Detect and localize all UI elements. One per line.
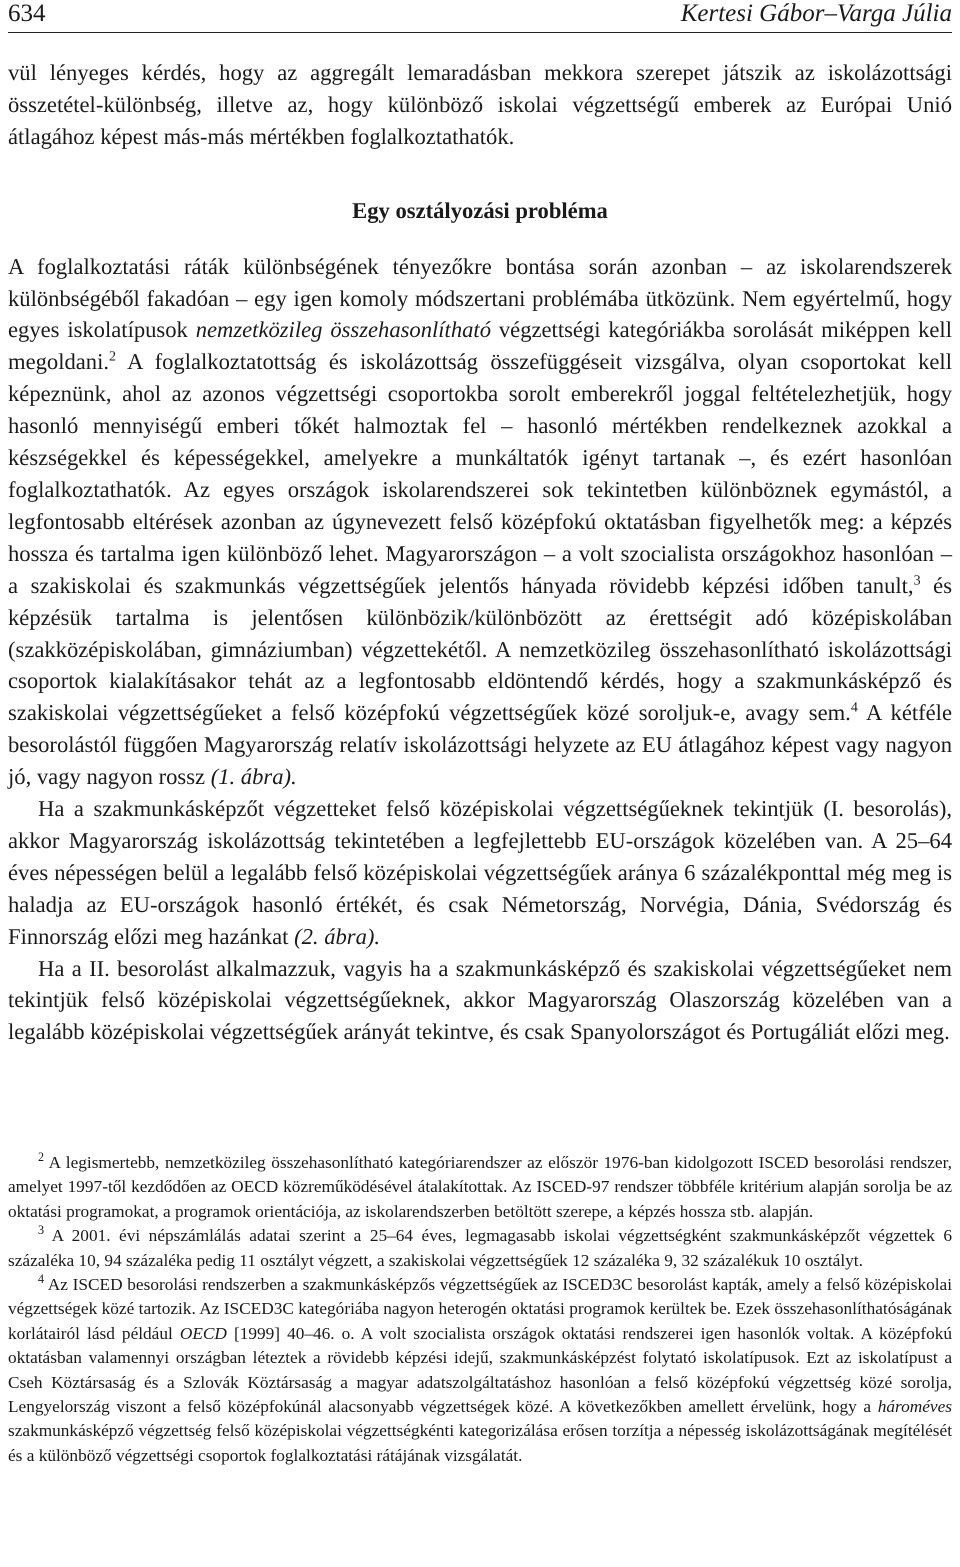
footnote-ref-2[interactable]: 2 (109, 349, 117, 365)
figure-ref-1[interactable]: (1. ábra). (210, 764, 297, 790)
running-title: Kertesi Gábor–Varga Júlia (680, 0, 952, 27)
figure-ref-2[interactable]: (2. ábra). (294, 923, 381, 949)
text-run: Ha a szakmunkásképzőt végzetteket felső középiskolai végzettségűeknek tekintjük (I. besorolás), akkor Magyarország iskolázottság tekintetében a legfejlettebb EU-országok közelében van. A 25–64 éves népességen belül a legalább felső középiskolai végzettségűek aránya 6 százalékponttal még meg is haladja az EU-országok hasonló értékét, és csak Németország, Norvégia, Dánia, Svédország és Finnország előzi meg hazánkat (8, 796, 952, 949)
section-title: Egy osztályozási probléma (352, 197, 608, 223)
paragraph (8, 251, 952, 793)
page-number: 634 (8, 0, 46, 27)
running-header (8, 0, 952, 33)
footnote-text: A 2001. évi népszámlálás adatai szerint a 25–64 éves, legmagasabb iskolai végzettségként szakmunkásképzőt végzettek 6 százaléka 10, 94 százaléka pedig 11 osztályt végzett, a szakiskolai végzettségűek 12 százaléka 9, 32 százalékuk 10 osztályt. (8, 1226, 952, 1270)
footnote-number: 3 (38, 1223, 45, 1238)
paragraph-continued (8, 57, 952, 153)
footnotes (8, 1151, 952, 1468)
footnote-text: [1999] 40–46. o. A volt szocialista országok oktatási rendszerei igen hasonlók voltak. A középfokú oktatásban valamennyi országban léteztek a rövidebb képzési idejű, szakmunkásképzést folytató iskolatípusok. Ezt az iskolatípust a Cseh Köztársaság és a Szlovák Köztársaság a magyar adatszolgáltatáshoz hasonlóan a felső középfokú végzettség közé sorolja, Lengyelország viszont a felső középfokúnál alacsonyabb végzettségek közé. A következőkben amellett érvelünk, hogy a (8, 1323, 952, 1417)
footnote-ref-3[interactable]: 3 (913, 573, 921, 589)
text-run: végzettségi kategóriákba sorolását miképpen kell megoldani. (8, 317, 952, 375)
emphasis: hároméves (877, 1397, 952, 1417)
text-run: A kétféle besorolástól függően Magyarország relatív iskolázottsági helyzete az EU átlagához képest vagy nagyon jó, vagy nagyon rossz (8, 700, 952, 790)
emphasis: nemzetközileg összehasonlítható (195, 317, 491, 343)
paragraph-text: vül lényeges kérdés, hogy az aggregált lemaradásban mekkora szerepet játszik az iskolázottsági összetétel-különbség, illetve az, hogy különböző iskolai végzettségű emberek az Európai Unió átlagához képest más-más mértékben foglalkoztathatók. (8, 60, 952, 149)
footnote-number: 4 (38, 1272, 45, 1287)
footnote-number: 2 (38, 1150, 45, 1165)
citation-author: OECD (179, 1323, 227, 1343)
text-run: A foglalkoztatási ráták különbségének tényezőkre bontása során azonban – az iskolarendszerek különbségéből fakadóan – egy igen komoly módszertani problémába ütközünk. Nem egyértelmű, hogy egyes iskolatípusok (8, 253, 952, 343)
footnote-text: Az ISCED besorolási rendszerben a szakmunkásképzős végzettségűek az ISCED3C besorolást kapták, amely a felső középiskolai végzettségek közé tartozik. Az ISCED3C kategóriába nagyon heterogén oktatási programok kerültek be. Ezek összehasonlíthatóságának korlátairól lásd például (8, 1275, 952, 1343)
text-run: A foglalkoztatottság és iskolázottság összefüggéseit vizsgálva, olyan csoportokat kell képeznünk, ahol az azonos végzettségi csoportokba sorolt emberekről joggal feltételezhetjük, hogy hasonló mennyiségű emberi tőkét halmoztak fel – hasonló mértékben rendelkeznek azokkal a készségekkel és képességekkel, amelyekre a munkáltatók igényt tartanak –, és ezért hasonlóan foglalkoztathatók. Az egyes országok iskolarendszerei sok tekintetben különböznek egymástól, a legfontosabb eltérések azonban az úgynevezett felső középfokú oktatásban figyelhetők meg: a képzés hossza és tartalma igen különböző lehet. Magyarországon – a volt szocialista országokhoz hasonlóan – a szakiskolai és szakmunkás végzettségűek jelentős hányada rövidebb képzési időben tanult, (8, 349, 952, 598)
footnote-4 (8, 1273, 952, 1468)
footnote-ref-4[interactable]: 4 (850, 700, 858, 716)
text-run: és képzésük tartalma is jelentősen különbözik/különbözött az érettségit adó középiskolában (szakközépiskolában, gimnáziumban) végzettekétől. A nemzetközileg összehasonlítható iskolázottsági csoportok kialakításakor tehát az a legfontosabb eldöntendő kérdés, hogy a szakmunkásképző és szakiskolai végzettségűeket a felső középfokú végzettségűek közé soroljuk-e, avagy sem. (8, 572, 952, 726)
footnote-2 (8, 1151, 952, 1224)
footnote-text: szakmunkásképző végzettség felső középiskolai végzettségkénti kategorizálása erősen torzítja a népesség iskolázottságának megítélését és a különböző végzettségi csoportok foglalkoztatási rátájának vizsgálatát. (8, 1421, 952, 1465)
text-run: Ha a II. besorolást alkalmazzuk, vagyis ha a szakmunkásképző és szakiskolai végzettségűeket nem tekintjük felső középiskolai végzettségűeknek, akkor Magyarország Olaszország közelében van a legalább középiskolai végzettségűek arányát tekintve, és csak Spanyolországot és Portugáliát előzi meg. (8, 955, 952, 1045)
footnote-text: A legismertebb, nemzetközileg összehasonlítható kategóriarendszer az először 1976-ban kidolgozott ISCED besorolási rendszer, amelyet 1997-től kezdődően az OECD közreműködésével átalakítottak. Az ISCED-97 rendszer többféle kritérium alapján sorolja be az oktatási programokat, a programok orientációja, az iskolarendszerben betöltött szerepe, a képzés hossza stb. alapján. (8, 1153, 952, 1221)
paragraph (8, 793, 952, 953)
main-text (8, 57, 952, 1048)
footnote-3 (8, 1224, 952, 1273)
paragraph (8, 953, 952, 1049)
